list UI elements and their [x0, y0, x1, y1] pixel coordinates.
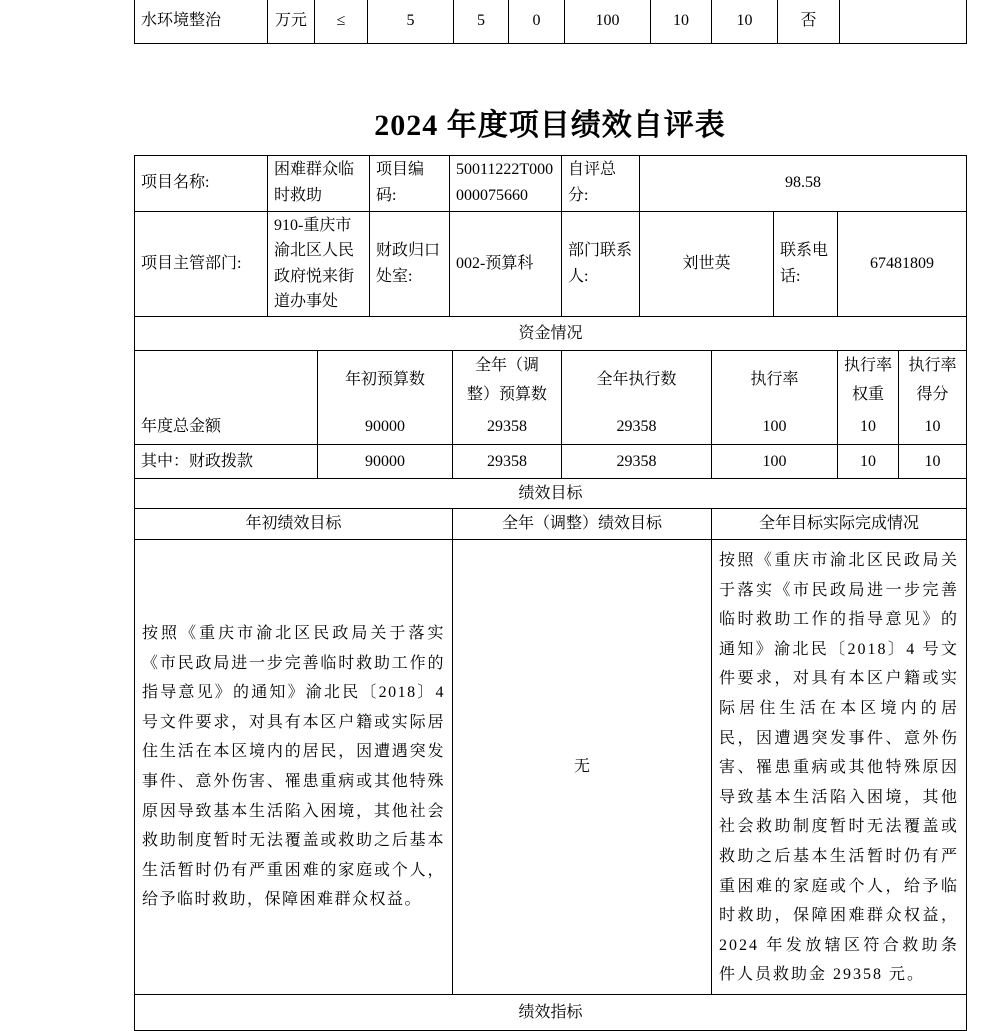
- funds-fiscal-initial: 90000: [318, 444, 453, 478]
- self-score-label: 自评总分:: [562, 155, 640, 211]
- funds-header-empty: [135, 350, 318, 410]
- page-title: 2024 年度项目绩效自评表: [374, 108, 726, 142]
- funds-total-row: [135, 410, 967, 444]
- funds-column-header-row: [135, 350, 967, 410]
- funds-total-executed: 29358: [562, 410, 712, 444]
- funds-total-initial: 90000: [318, 410, 453, 444]
- goals-content-row: [135, 539, 967, 994]
- goals-section-title: 绩效目标: [135, 478, 967, 508]
- funds-fiscal-weight: 10: [838, 444, 899, 478]
- funds-section-header-row: [135, 316, 967, 350]
- funds-total-weight: 10: [838, 410, 899, 444]
- cell-indicator-name: 水环境整治: [135, 0, 268, 43]
- funds-header-initial-budget: 年初预算数: [318, 350, 453, 410]
- funds-table: [134, 316, 967, 479]
- funds-section-title: 资金情况: [135, 316, 967, 350]
- indicators-section-title: 绩效指标: [135, 994, 967, 1030]
- document-body: [134, 0, 966, 1031]
- funds-fiscal-executed: 29358: [562, 444, 712, 478]
- department-label: 项目主管部门:: [135, 211, 268, 316]
- funds-total-rate: 100: [712, 410, 838, 444]
- funds-fiscal-rate: 100: [712, 444, 838, 478]
- phone-value: 67481809: [838, 211, 967, 316]
- funds-fiscal-adjusted: 29358: [453, 444, 562, 478]
- project-code-value: 50011222T000000075660: [450, 155, 562, 211]
- goals-header-adjusted: 全年（调整）绩效目标: [453, 508, 712, 539]
- funds-header-executed: 全年执行数: [562, 350, 712, 410]
- goals-header-actual: 全年目标实际完成情况: [712, 508, 967, 539]
- funds-header-adjusted-budget: 全年（调整）预算数: [453, 350, 562, 410]
- finance-office-value: 002-预算科: [450, 211, 562, 316]
- department-row: [135, 211, 967, 316]
- previous-table-fragment: [134, 0, 967, 44]
- funds-total-label: 年度总金额: [135, 410, 318, 444]
- funds-header-execution-rate: 执行率: [712, 350, 838, 410]
- funds-fiscal-score: 10: [899, 444, 967, 478]
- goals-section-header-row: [135, 478, 967, 508]
- cell-value-1: 5: [368, 0, 454, 43]
- cell-value-3: 0: [509, 0, 565, 43]
- indicators-section-header-row: [135, 994, 967, 1030]
- cell-value-5: 10: [651, 0, 712, 43]
- cell-unit: 万元: [268, 0, 315, 43]
- project-code-label: 项目编码:: [370, 155, 450, 211]
- goals-header-initial: 年初绩效目标: [135, 508, 453, 539]
- funds-total-score: 10: [899, 410, 967, 444]
- cell-value-4: 100: [565, 0, 651, 43]
- cell-value-2: 5: [454, 0, 509, 43]
- initial-goal-text: 按照《重庆市渝北区民政局关于落实《市民政局进一步完善临时救助工作的指导意见》的通知》渝北民〔2018〕4 号文件要求，对具有本区户籍或实际居住生活在本区境内的居民，因遭遇突发事件、意外伤害、罹患重病或其他特殊原因导致基本生活陷入困境，其他社会救助制度暂时无法覆盖或救助之后基本生活暂时仍有严重困难的家庭或个人，给予临时救助，保障困难群众权益。: [135, 539, 453, 994]
- adjusted-goal-text: 无: [453, 539, 712, 994]
- project-name-row: [135, 155, 967, 211]
- funds-fiscal-row: [135, 444, 967, 478]
- table-row: [135, 0, 967, 43]
- finance-office-label: 财政归口处室:: [370, 211, 450, 316]
- funds-fiscal-label: 其中：财政拨款: [135, 444, 318, 478]
- contact-value: 刘世英: [640, 211, 774, 316]
- cell-empty: [840, 0, 967, 43]
- cell-value-6: 10: [712, 0, 778, 43]
- funds-header-rate-weight: 执行率权重: [838, 350, 899, 410]
- actual-completion-text: 按照《重庆市渝北区民政局关于落实《市民政局进一步完善临时救助工作的指导意见》的通知》渝北民〔2018〕4 号文件要求，对具有本区户籍或实际居住生活在本区境内的居民，因遭遇突发事件、意外伤害、罹患重病或其他特殊原因导致基本生活陷入困境，其他社会救助制度暂时无法覆盖或救助之后基本生活暂时仍有严重困难的家庭或个人，给予临时救助，保障困难群众权益，2024 年发放辖区符合救助条件人员救助金 29358 元。: [712, 539, 967, 994]
- funds-total-adjusted: 29358: [453, 410, 562, 444]
- cell-direction-symbol: ≤: [315, 0, 368, 43]
- contact-label: 部门联系人:: [562, 211, 640, 316]
- indicators-table: [134, 994, 967, 1031]
- self-score-value: 98.58: [640, 155, 967, 211]
- goals-column-header-row: [135, 508, 967, 539]
- phone-label: 联系电话:: [774, 211, 838, 316]
- goals-table: [134, 478, 967, 995]
- funds-header-rate-score: 执行率得分: [899, 350, 967, 410]
- project-name-value: 困难群众临时救助: [268, 155, 370, 211]
- project-name-label: 项目名称:: [135, 155, 268, 211]
- project-info-table: [134, 155, 967, 317]
- department-value: 910-重庆市渝北区人民政府悦来街道办事处: [268, 211, 370, 316]
- cell-flag: 否: [778, 0, 840, 43]
